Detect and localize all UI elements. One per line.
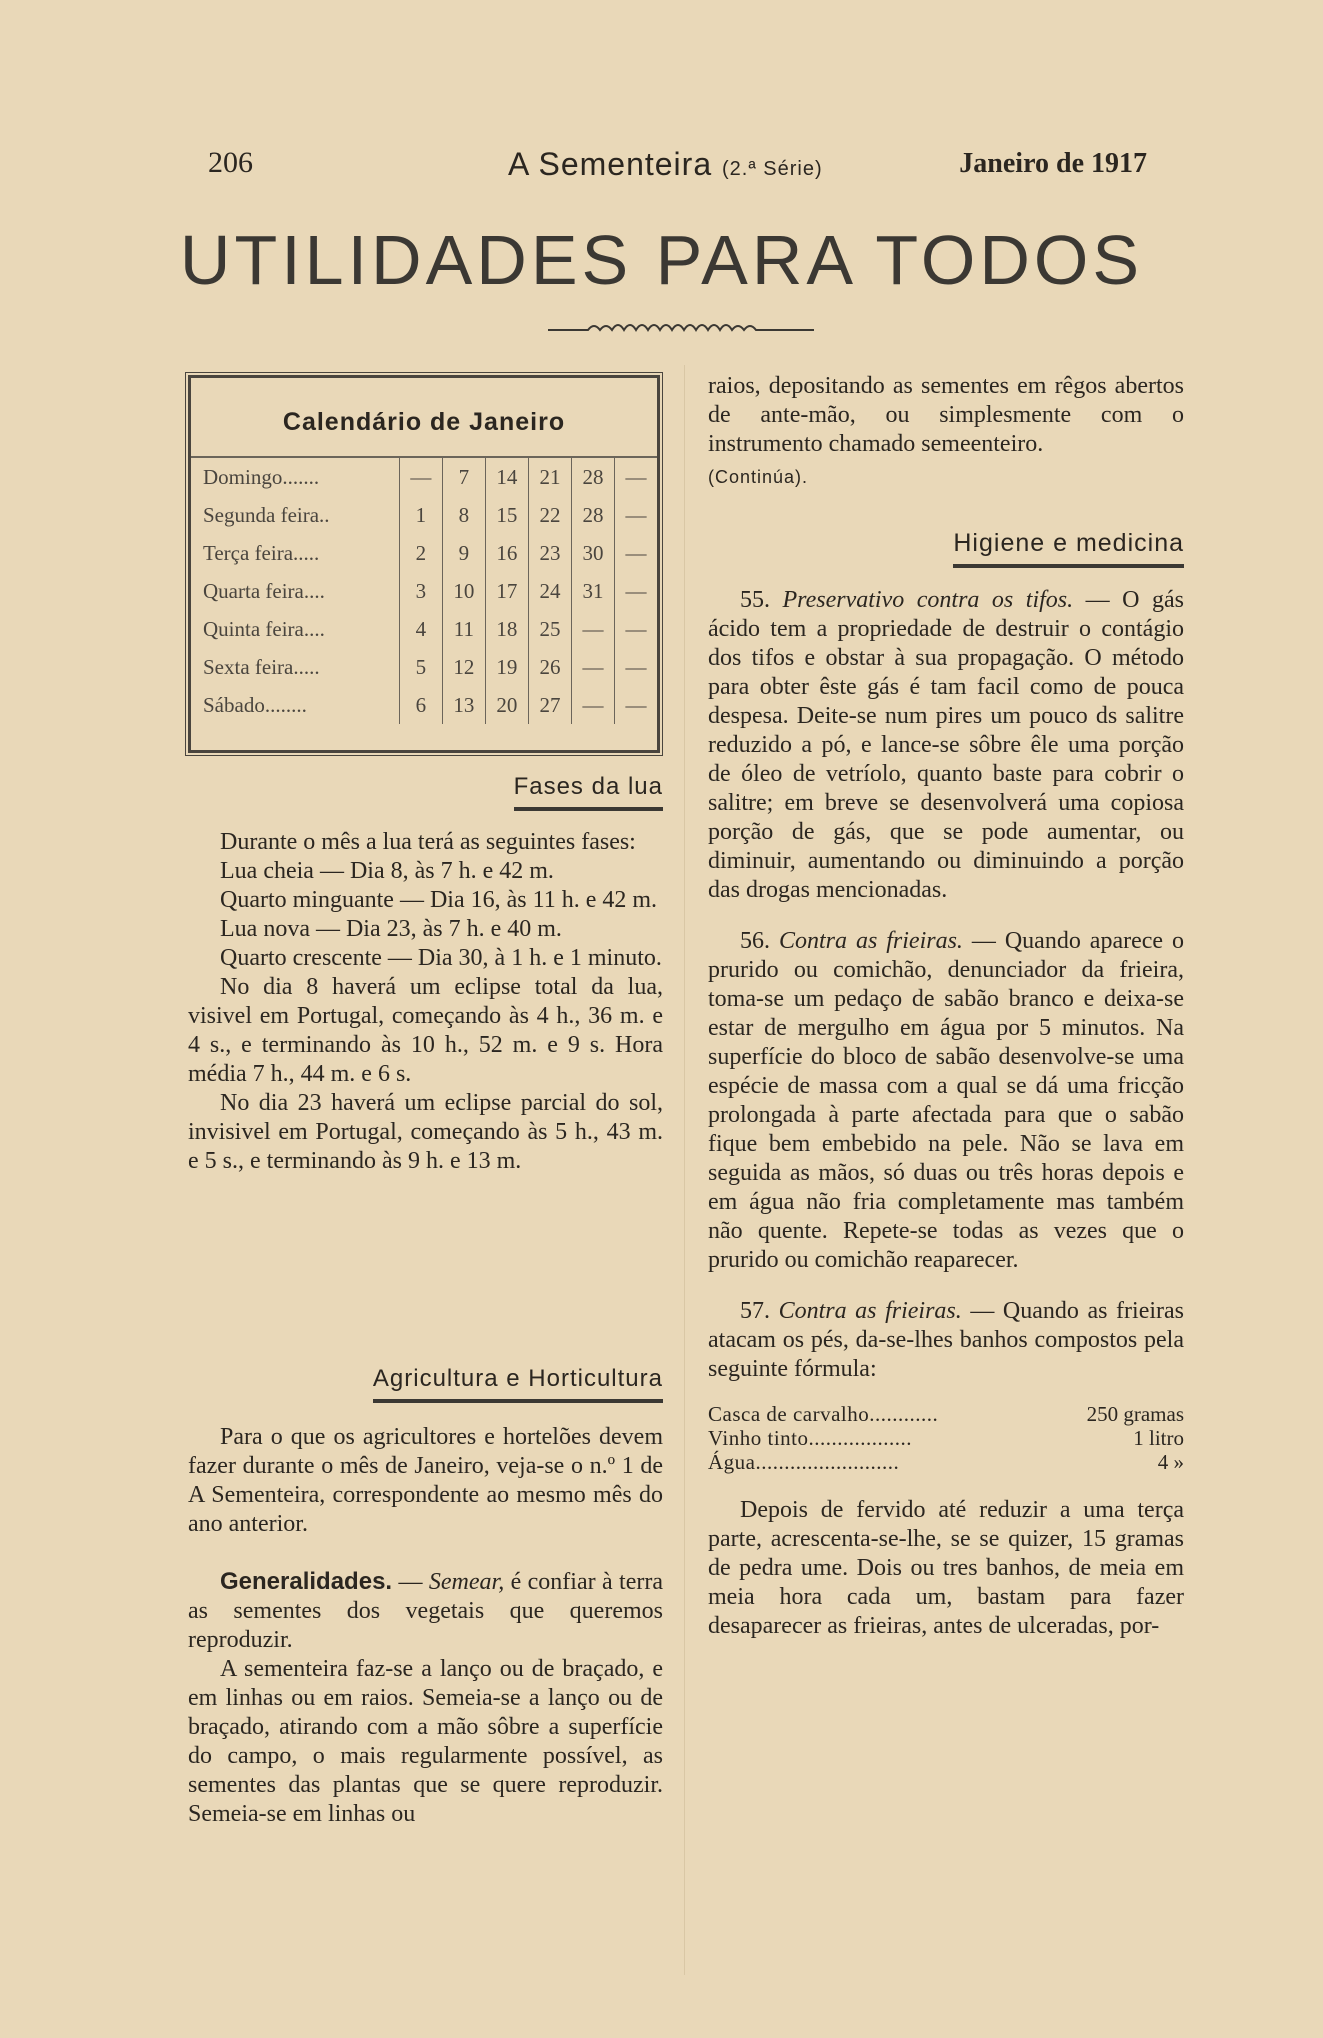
formula-row bbox=[708, 1450, 1184, 1474]
calendar-date-cell: 6 bbox=[399, 686, 442, 724]
calendar-row bbox=[191, 648, 657, 686]
calendar-date-cell: — bbox=[571, 648, 614, 686]
generalidades-paragraph bbox=[188, 1567, 663, 1655]
magazine-serie: (2.ª Série) bbox=[722, 158, 823, 180]
calendar-box bbox=[188, 375, 660, 753]
calendar-date-cell: 31 bbox=[571, 572, 614, 610]
running-head bbox=[188, 146, 1153, 190]
calendar-date-cell: 13 bbox=[442, 686, 485, 724]
calendar-date-cell: — bbox=[614, 572, 657, 610]
calendar-day-name: Sábado........ bbox=[203, 692, 307, 717]
item-55-text: — O gás ácido tem a propriedade de destruir o contágio dos tifos e obstar à sua propagação. O método para obter êste gás é tam facil como de pouca despesa. Deite-se num pires um pouco ds salitre reduzido a pó, e lance-se sôbre êle uma porção de óleo de vetríolo, quanto baste para cobrir o salitre; em breve se desenvolverá uma copiosa porção de gás, que se pode aumentar, ou diminuir, aumentando ou diminuindo a porção das drogas mencionadas. bbox=[708, 587, 1185, 903]
item-55-number: 55. bbox=[740, 587, 770, 613]
calendar-date-cell: 14 bbox=[485, 457, 528, 496]
calendar-row bbox=[191, 572, 657, 610]
column-divider bbox=[684, 365, 685, 1975]
calendar-day-name: Terça feira..... bbox=[203, 540, 320, 565]
calendar-day-name: Sexta feira..... bbox=[203, 654, 320, 679]
calendar-date-cell: 23 bbox=[528, 534, 571, 572]
calendar-date-cell: 1 bbox=[399, 496, 442, 534]
calendar-date-cell: 10 bbox=[442, 572, 485, 610]
calendar-table bbox=[191, 456, 657, 724]
calendar-date-cell: 27 bbox=[528, 686, 571, 724]
calendar-date-cell: 25 bbox=[528, 610, 571, 648]
calendar-date-cell: 24 bbox=[528, 572, 571, 610]
calendar-row bbox=[191, 496, 657, 534]
formula-quantity: 1 litro bbox=[1133, 1426, 1184, 1450]
magazine-title bbox=[508, 146, 823, 183]
agriculture-heading: Agricultura e Horticultura bbox=[188, 1365, 663, 1403]
calendar-date-cell: 15 bbox=[485, 496, 528, 534]
calendar-date-cell: 4 bbox=[399, 610, 442, 648]
continued-note: (Continúa). bbox=[708, 467, 809, 487]
calendar-date-cell: 21 bbox=[528, 457, 571, 496]
calendar-row bbox=[191, 457, 657, 496]
calendar-date-cell: 16 bbox=[485, 534, 528, 572]
item-56-number: 56. bbox=[740, 928, 770, 954]
calendar-date-cell: 7 bbox=[442, 457, 485, 496]
calendar-date-cell: — bbox=[614, 648, 657, 686]
moon-heading: Fases da lua bbox=[188, 773, 663, 811]
calendar-day-name: Domingo....... bbox=[191, 457, 399, 496]
calendar-date-cell: — bbox=[399, 457, 442, 496]
calendar-date-cell: 3 bbox=[399, 572, 442, 610]
moon-phase-new: Lua nova — Dia 23, às 7 h. e 40 m. bbox=[220, 916, 562, 942]
magazine-name: A Sementeira bbox=[508, 146, 713, 182]
moon-eclipse-solar: No dia 23 haverá um eclipse parcial do sol, invisivel em Portugal, começando às 5 h., 43 m. e 5 s., e terminando às 9 h. e 13 m. bbox=[188, 1090, 663, 1174]
calendar-date-cell: 28 bbox=[571, 457, 614, 496]
generalidades-text: é confiar à terra as sementes dos vegetais que queremos reproduzir. bbox=[188, 1569, 664, 1653]
calendar-date-cell: 11 bbox=[442, 610, 485, 648]
calendar-date-cell: 28 bbox=[571, 496, 614, 534]
item-57-title: Contra as frieiras. bbox=[778, 1298, 962, 1324]
formula-list bbox=[708, 1402, 1184, 1474]
formula-ingredient: Casca de carvalho............ bbox=[708, 1402, 939, 1426]
moon-phase-last-quarter: Quarto minguante — Dia 16, às 11 h. e 42 m. bbox=[220, 887, 658, 913]
calendar-date-cell: 12 bbox=[442, 648, 485, 686]
item-57-number: 57. bbox=[740, 1298, 770, 1324]
calendar-date-cell: 2 bbox=[399, 534, 442, 572]
item-56-title: Contra as frieiras. bbox=[778, 928, 963, 954]
calendar-date-cell: 18 bbox=[485, 610, 528, 648]
calendar-date-cell: — bbox=[614, 534, 657, 572]
hygiene-heading: Higiene e medicina bbox=[708, 529, 1184, 568]
calendar-date-cell: 5 bbox=[399, 648, 442, 686]
calendar-date-cell: — bbox=[614, 610, 657, 648]
calendar-date-cell: — bbox=[614, 457, 657, 496]
generalidades-label: Generalidades. bbox=[220, 1568, 393, 1595]
calendar-day-name: Quinta feira.... bbox=[203, 616, 325, 641]
item-57 bbox=[708, 1297, 1184, 1384]
issue-date: Janeiro de 1917 bbox=[959, 148, 1147, 179]
main-title: UTILIDADES PARA TODOS bbox=[179, 221, 1144, 299]
formula-row bbox=[708, 1426, 1184, 1450]
calendar-date-cell: — bbox=[614, 686, 657, 724]
calendar-date-cell: 17 bbox=[485, 572, 528, 610]
calendar-row bbox=[191, 610, 657, 648]
formula-ingredient: Água......................... bbox=[708, 1450, 900, 1474]
moon-intro: Durante o mês a lua terá as seguintes fases: bbox=[220, 829, 636, 855]
calendar-row bbox=[191, 686, 657, 724]
formula-quantity: 4 » bbox=[1157, 1450, 1184, 1474]
item-56-text: — Quando aparece o prurido ou comichão, denunciador da frieira, toma-se um pedaço de sabão branco e deixa-se estar de mergulho em água por 5 minutos. Na superfície do bloco de sabão desenvolve-se uma espécie de massa com a qual se dá uma fricção prolongada à parte afectada para que o sabão fique bem embebido na pele. Não se lava em seguida as mãos, só duas ou três horas depois e em água não fria completamente mas também não quente. Repete-se todas as vezes que o prurido ou comichão reaparecer. bbox=[708, 928, 1184, 1273]
calendar-date-cell: 26 bbox=[528, 648, 571, 686]
calendar-date-cell: 19 bbox=[485, 648, 528, 686]
calendar-day-name: Quarta feira.... bbox=[203, 578, 325, 603]
calendar-title: Calendário de Janeiro bbox=[282, 408, 566, 436]
calendar-date-cell: 22 bbox=[528, 496, 571, 534]
continued-paragraph: raios, depositando as sementes em rêgos abertos de ante-mão, ou simplesmente com o instrumento chamado semeenteiro. bbox=[708, 373, 1184, 457]
calendar-date-cell: 8 bbox=[442, 496, 485, 534]
page-number: 206 bbox=[208, 146, 253, 179]
item-55 bbox=[708, 586, 1184, 905]
calendar-date-cell: — bbox=[614, 496, 657, 534]
moon-eclipse-lunar: No dia 8 haverá um eclipse total da lua, visivel em Portugal, começando às 4 h., 36 m. e 4 s., e terminando às 10 h., 52 m. e 9 s. Hora média 7 h., 44 m. e 6 s. bbox=[188, 974, 663, 1087]
calendar-date-cell: 9 bbox=[442, 534, 485, 572]
formula-quantity: 250 gramas bbox=[1086, 1402, 1184, 1426]
item-56 bbox=[708, 927, 1184, 1275]
generalidades-term: Semear, bbox=[428, 1569, 505, 1595]
formula-row bbox=[708, 1402, 1184, 1426]
calendar-row bbox=[191, 534, 657, 572]
calendar-date-cell: 20 bbox=[485, 686, 528, 724]
item-57-continuation: Depois de fervido até reduzir a uma terça parte, acrescenta-se-lhe, se se quizer, 15 gramas de pedra ume. Dois ou tres banhos, de meia em meia hora cada um, bastam para fazer desaparecer as frieiras, antes de ulceradas, por- bbox=[708, 1497, 1184, 1639]
calendar-date-cell: — bbox=[571, 610, 614, 648]
calendar-date-cell: — bbox=[571, 686, 614, 724]
item-57-text: — Quando as frieiras atacam os pés, da-se-lhes banhos compostos pela seguinte fórmula: bbox=[708, 1298, 1185, 1382]
decorative-squiggle bbox=[548, 318, 814, 336]
moon-phase-full: Lua cheia — Dia 8, às 7 h. e 42 m. bbox=[220, 858, 554, 884]
formula-ingredient: Vinho tinto.................. bbox=[708, 1426, 912, 1450]
agriculture-intro: Para o que os agricultores e hortelões devem fazer durante o mês de Janeiro, veja-se o n.º 1 de A Sementeira, correspondente ao mesmo mês do ano anterior. bbox=[188, 1424, 663, 1537]
item-55-title: Preservativo contra os tifos. bbox=[782, 587, 1074, 613]
sementeira-paragraph: A sementeira faz-se a lanço ou de braçado, e em linhas ou em raios. Semeia-se a lanço ou de braçado, atirando com a mão sôbre a superfície do campo, o mais regularmente possível, as sementes das plantas que se quere reproduzir. Semeia-se em linhas ou bbox=[188, 1656, 663, 1827]
calendar-date-cell: 30 bbox=[571, 534, 614, 572]
generalidades-dash: — bbox=[392, 1569, 429, 1595]
calendar-day-name: Segunda feira.. bbox=[203, 502, 330, 527]
moon-phase-first-quarter: Quarto crescente — Dia 30, à 1 h. e 1 minuto. bbox=[220, 945, 662, 971]
